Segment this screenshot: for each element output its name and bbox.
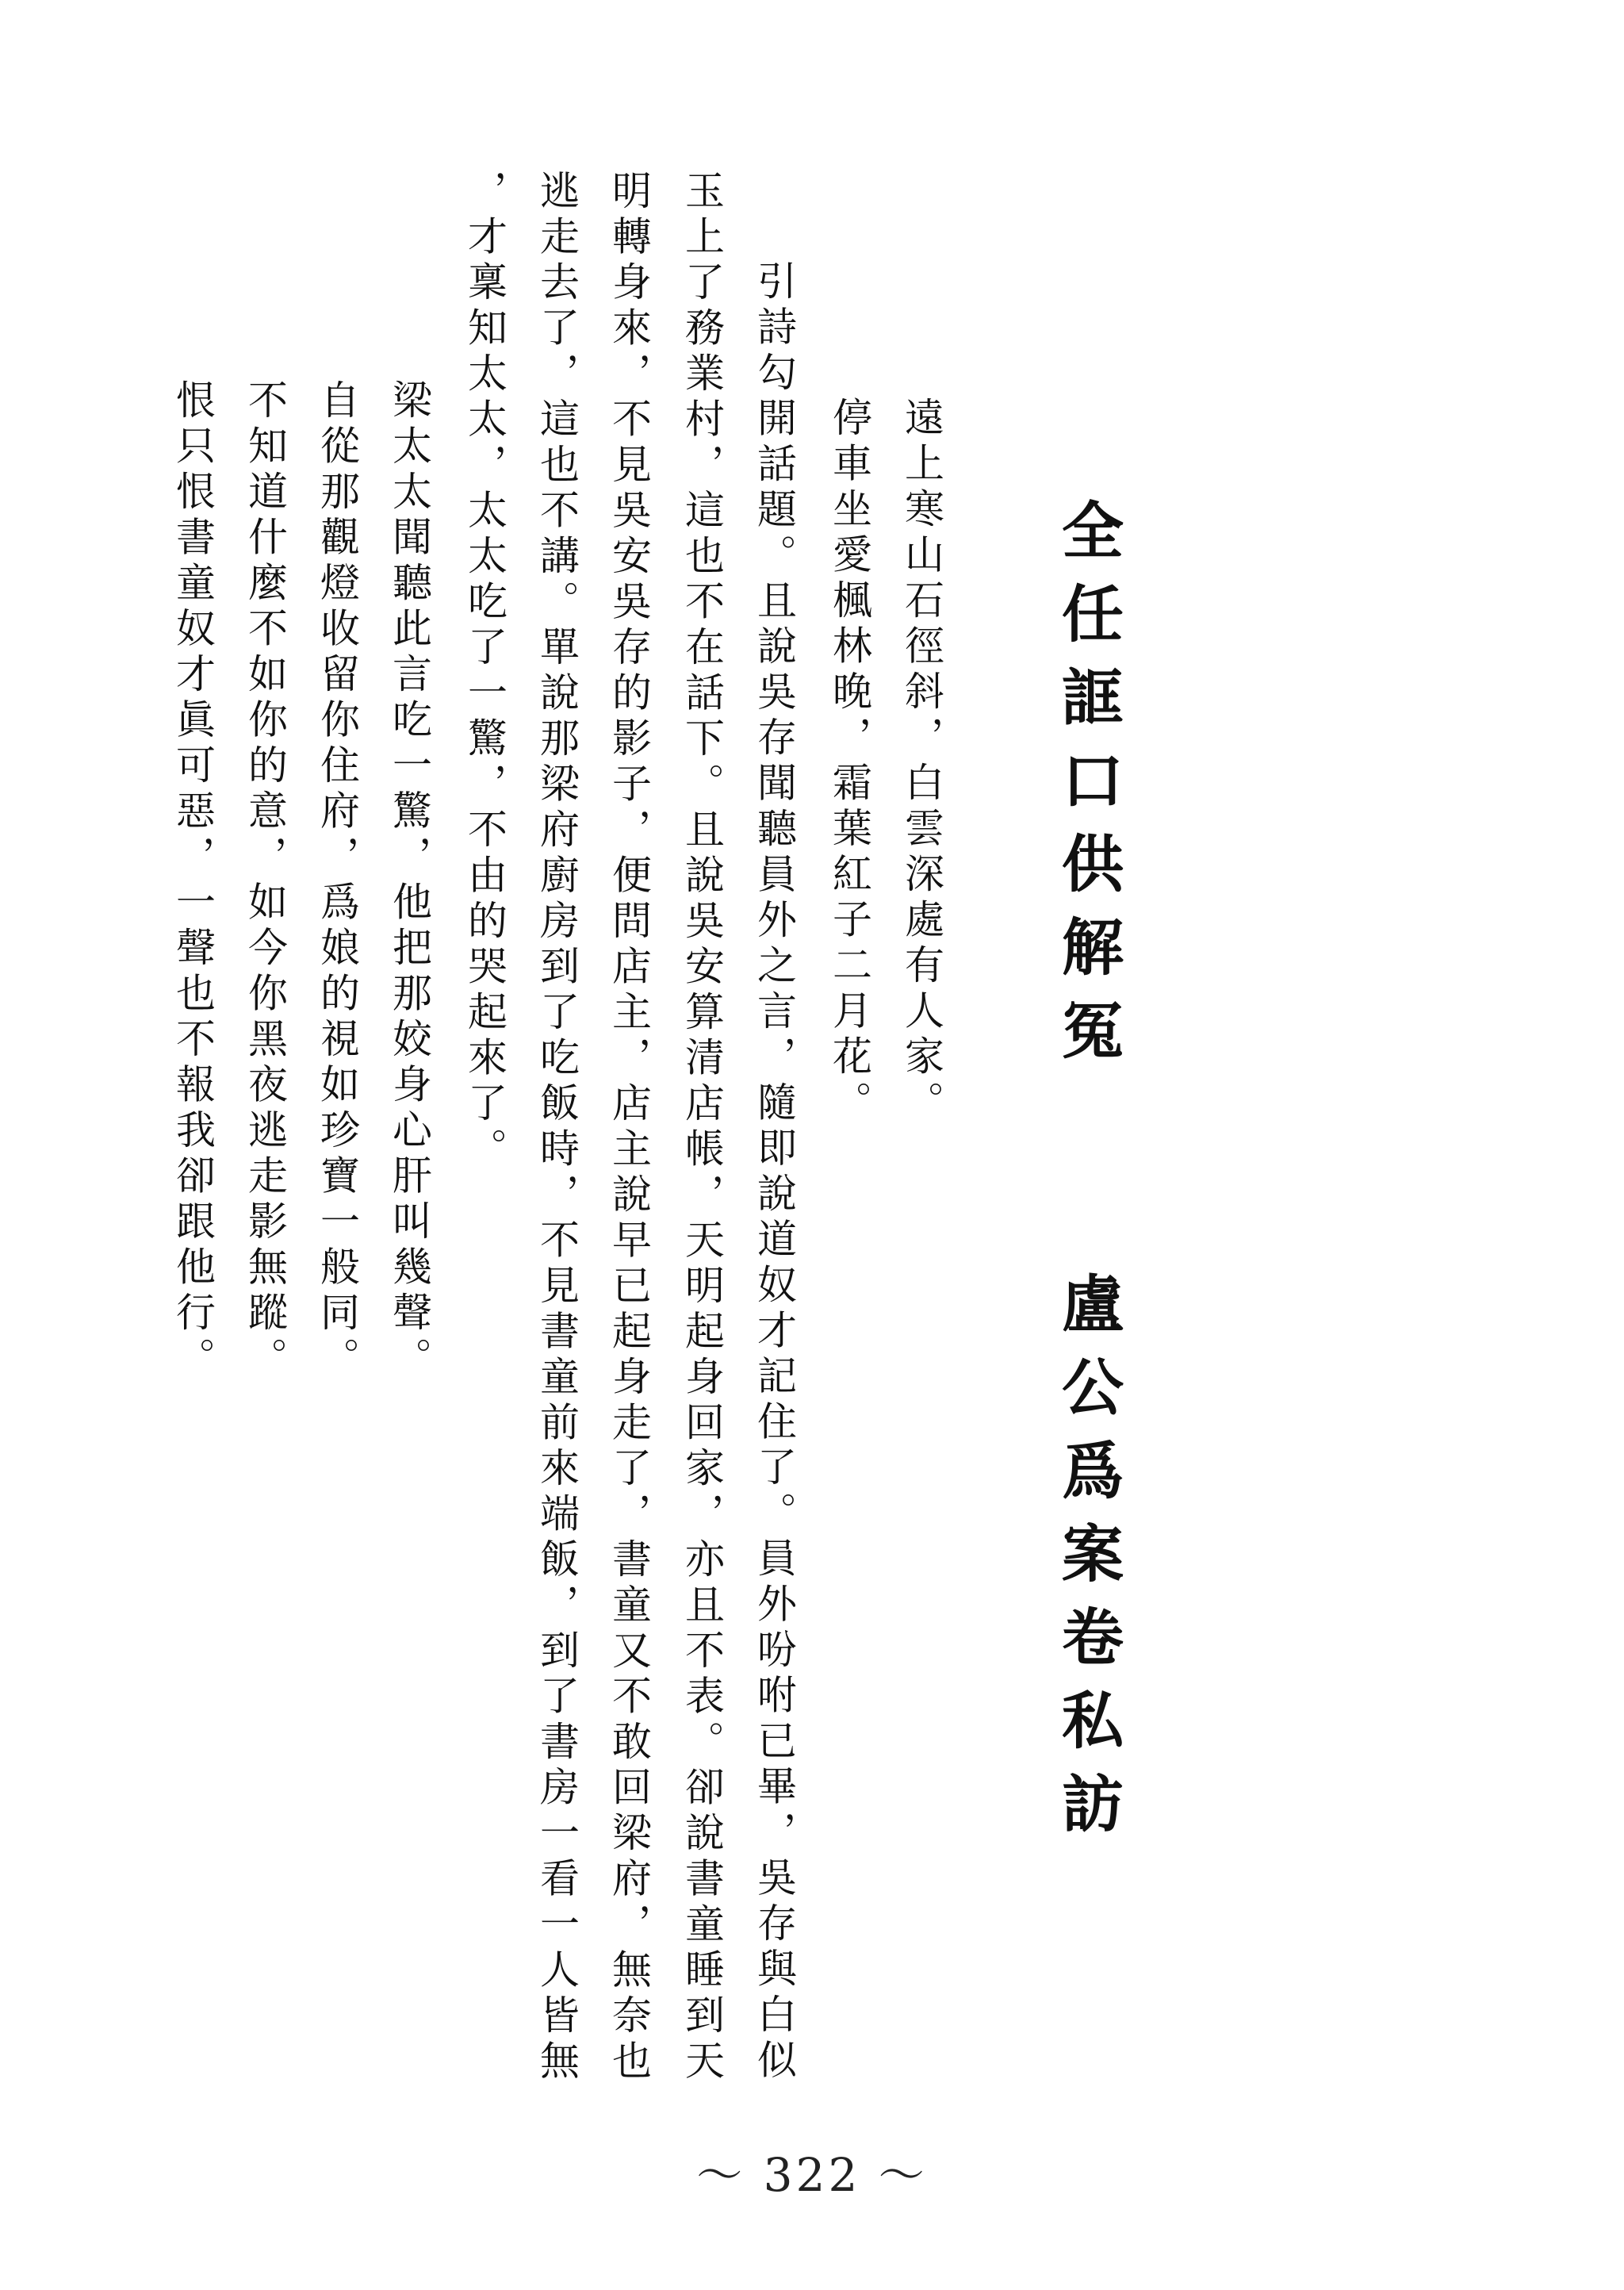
prose-line-1: 引詩勾開話題。且說吳存聞聽員外之言，隨即說道奴才記住了。員外吩咐已畢，吳存與白似 [751, 260, 797, 2085]
chapter-title-secondary: 盧公爲案卷私訪 [1051, 1272, 1124, 1855]
chapter-title [1051, 498, 1124, 1855]
verse-line-3: 不知道什麼不如你的意，如今你黑夜逃走影無蹤。 [242, 379, 288, 1383]
prose-line-2: 玉上了務業村，這也不在話下。且說吳安算清店帳，天明起身回家，亦且不表。卻說書童睡到天 [679, 170, 725, 2085]
verse-line-4: 恨只恨書童奴才眞可惡，一聲也不報我卻跟他行。 [170, 379, 216, 1383]
verse-line-2: 自從那觀燈收留你住府，爲娘的視如珍寶一般同。 [314, 379, 360, 1383]
page-number: ～ 322 ～ [696, 2148, 928, 2202]
prose-line-3: 明轉身來，不見吳安吳存的影子，便問店主，店主說早已起身走了，書童又不敢回梁府，無奈也 [606, 170, 652, 2085]
chapter-title-main: 全任誆口供解冤 [1051, 498, 1124, 1081]
poem-line-2: 停車坐愛楓林晚，霜葉紅子二月花。 [826, 397, 872, 1126]
verse-line-1: 梁太太聞聽此言吃一驚，他把那姣身心肝叫幾聲。 [386, 379, 432, 1383]
prose-line-5: ，才稟知太太，太太吃了一驚，不由的哭起來了。 [462, 170, 508, 1173]
poem-line-1: 遠上寒山石徑斜，白雲深處有人家。 [898, 397, 944, 1126]
prose-line-4: 逃走去了，這也不講。單說那梁府廚房到了吃飯時，不見書童前來端飯，到了書房一看一人皆無 [534, 170, 580, 2085]
